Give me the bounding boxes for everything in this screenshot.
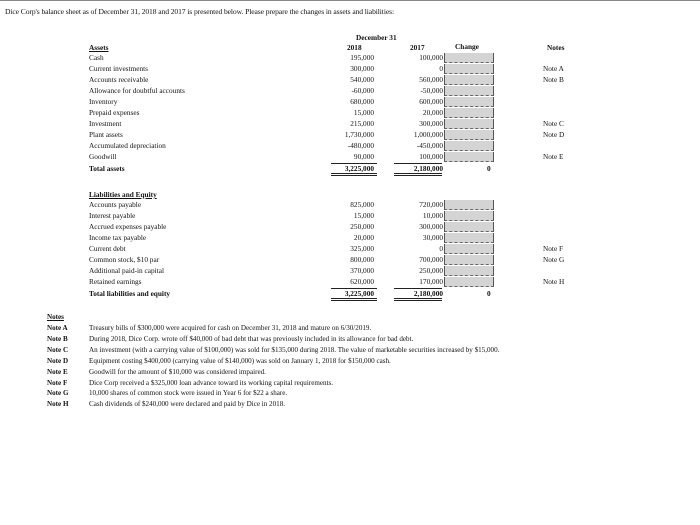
note-label: Note A xyxy=(47,324,68,332)
change-input-cell[interactable] xyxy=(444,255,494,265)
change-input-cell[interactable] xyxy=(444,75,494,85)
row-label: Accumulated depreciation xyxy=(89,141,166,150)
note-text: Dice Corp received a $325,000 loan advance toward its working capital requirements. xyxy=(89,378,334,387)
note-text: Cash dividends of $240,000 were declared and paid by Dice in 2018. xyxy=(89,400,286,409)
note-item xyxy=(47,367,667,378)
liabilities-row xyxy=(0,210,700,221)
row-label: Accrued expenses payable xyxy=(89,222,167,231)
note-item xyxy=(47,399,667,410)
value-2018: 800,000 xyxy=(350,255,374,264)
row-label: Cash xyxy=(89,53,104,62)
total-double-rule xyxy=(394,298,442,301)
note-text: Equipment costing $400,000 (carrying value of $140,000) was sold on January 1, 2018 for $150,000 cash. xyxy=(89,356,391,365)
value-2017: -50,000 xyxy=(420,86,443,95)
total-double-rule xyxy=(331,173,377,176)
note-label: Note H xyxy=(47,400,69,409)
change-input-cell[interactable] xyxy=(444,86,494,96)
note-ref: Note C xyxy=(543,119,564,128)
notes-heading: Notes xyxy=(47,313,64,321)
value-2018: 325,000 xyxy=(350,244,374,253)
row-label: Prepaid expenses xyxy=(89,108,140,117)
change-input-cell[interactable] xyxy=(444,277,494,287)
note-text: Goodwill for the amount of $10,000 was considered impaired. xyxy=(89,367,266,376)
value-2017: 2,180,000 xyxy=(413,164,443,173)
value-2018: -60,000 xyxy=(351,86,374,95)
instructions-text: Dice Corp's balance sheet as of December 31, 2018 and 2017 is presented below. Please prepare the changes in assets and liabilities: xyxy=(5,7,394,16)
col-notes-header: Notes xyxy=(547,43,565,52)
row-label: Inventory xyxy=(89,97,118,106)
row-label: Accounts payable xyxy=(89,200,142,209)
change-input-cell[interactable] xyxy=(444,119,494,129)
value-2017: 300,000 xyxy=(419,222,443,231)
assets-row xyxy=(0,74,700,85)
value-2018: -480,000 xyxy=(347,141,374,150)
row-label: Income tax payable xyxy=(89,233,147,242)
value-2017: 250,000 xyxy=(419,266,443,275)
row-label: Current investments xyxy=(89,64,148,73)
note-item xyxy=(47,345,667,356)
value-2017: 0 xyxy=(439,244,443,253)
note-label: Note E xyxy=(47,367,68,376)
row-label: Goodwill xyxy=(89,152,117,161)
value-2018: 1,730,000 xyxy=(344,130,374,139)
value-2018: 3,225,000 xyxy=(344,164,374,173)
value-2018: 195,000 xyxy=(350,53,374,62)
value-2018: 300,000 xyxy=(350,64,374,73)
col-change-header: Change xyxy=(455,42,479,51)
change-input-cell[interactable] xyxy=(444,108,494,118)
value-2017: 600,000 xyxy=(419,97,443,106)
change-input-cell[interactable] xyxy=(444,141,494,151)
note-label: Note C xyxy=(47,345,69,354)
liabilities-row xyxy=(0,243,700,254)
assets-row xyxy=(0,96,700,107)
note-label: Note D xyxy=(47,356,69,365)
change-input-cell[interactable] xyxy=(444,53,494,63)
change-input-cell[interactable] xyxy=(444,266,494,276)
value-2017: 720,000 xyxy=(419,200,443,209)
note-ref: Note A xyxy=(543,64,564,73)
note-label: Note B xyxy=(47,334,68,343)
col-2018-header: 2018 xyxy=(347,43,362,52)
value-2017: 700,000 xyxy=(419,255,443,264)
value-2017: 300,000 xyxy=(419,119,443,128)
row-label: Retained earnings xyxy=(89,277,142,286)
value-2017: -450,000 xyxy=(416,141,443,150)
top-border xyxy=(0,0,700,1)
value-2018: 3,225,000 xyxy=(344,289,374,298)
value-2018: 370,000 xyxy=(350,266,374,275)
note-item xyxy=(47,356,667,367)
change-input-cell[interactable] xyxy=(444,64,494,74)
value-2017: 0 xyxy=(439,64,443,73)
liabilities-row xyxy=(0,276,700,287)
row-label: Plant assets xyxy=(89,130,123,139)
value-2018: 540,000 xyxy=(350,75,374,84)
value-2017: 1,000,000 xyxy=(413,130,443,139)
liabilities-row xyxy=(0,265,700,276)
total-label: Total assets xyxy=(89,164,125,173)
note-ref: Note H xyxy=(543,277,565,286)
value-2018: 250,000 xyxy=(350,222,374,231)
assets-row xyxy=(0,129,700,140)
liabilities-row xyxy=(0,221,700,232)
change-input-cell[interactable] xyxy=(444,97,494,107)
assets-row xyxy=(0,85,700,96)
liabilities-row xyxy=(0,254,700,265)
change-input-cell[interactable] xyxy=(444,152,494,162)
change-input-cell[interactable] xyxy=(444,222,494,232)
value-2017: 20,000 xyxy=(422,108,443,117)
value-2017: 170,000 xyxy=(419,277,443,286)
row-label: Additional paid-in capital xyxy=(89,266,164,275)
value-2018: 15,000 xyxy=(353,108,374,117)
value-2018: 15,000 xyxy=(353,211,374,220)
note-item xyxy=(47,323,667,334)
assets-row xyxy=(0,151,700,162)
note-item xyxy=(47,378,667,389)
assets-row xyxy=(0,107,700,118)
note-text: 10,000 shares of common stock were issued in Year 6 for $22 a share. xyxy=(89,389,288,398)
total-double-rule xyxy=(331,298,377,301)
period-header: December 31 xyxy=(356,33,397,42)
note-ref: Note B xyxy=(543,75,564,84)
note-item xyxy=(47,388,667,399)
change-input-cell[interactable] xyxy=(444,200,494,210)
liabilities-change-total: 0 xyxy=(487,289,491,298)
assets-change-total: 0 xyxy=(487,164,491,173)
note-item xyxy=(47,334,667,345)
total-label: Total liabilities and equity xyxy=(89,289,171,298)
row-label: Allowance for doubtful accounts xyxy=(89,86,185,95)
row-label: Current debt xyxy=(89,244,126,253)
note-ref: Note G xyxy=(543,255,565,264)
note-ref: Note E xyxy=(543,152,564,161)
row-label: Common stock, $10 par xyxy=(89,255,160,264)
assets-row xyxy=(0,118,700,129)
note-ref: Note F xyxy=(543,244,564,253)
value-2018: 90,000 xyxy=(353,152,374,161)
change-input-cell[interactable] xyxy=(444,130,494,140)
change-input-cell[interactable] xyxy=(444,244,494,254)
change-input-cell[interactable] xyxy=(444,211,494,221)
value-2017: 100,000 xyxy=(419,53,443,62)
value-2018: 620,000 xyxy=(350,277,374,286)
note-text: During 2018, Dice Corp. wrote off $40,000 of bad debt that was previously included in its allowance for bad debt. xyxy=(89,334,414,343)
value-2018: 215,000 xyxy=(350,119,374,128)
value-2018: 20,000 xyxy=(353,233,374,242)
assets-row xyxy=(0,52,700,63)
col-2017-header: 2017 xyxy=(410,43,425,52)
assets-heading: Assets xyxy=(89,43,109,52)
row-label: Interest payable xyxy=(89,211,136,220)
liabilities-row xyxy=(0,199,700,210)
liabilities-heading: Liabilities and Equity xyxy=(89,190,157,199)
value-2017: 2,180,000 xyxy=(413,289,443,298)
assets-row xyxy=(0,63,700,74)
note-text: An investment (with a carrying value of $100,000) was sold for $135,000 during 2018. The value of marketable securities increased by $15,000. xyxy=(89,345,500,354)
value-2017: 10,000 xyxy=(422,211,443,220)
row-label: Investment xyxy=(89,119,122,128)
note-label: Note F xyxy=(47,378,68,387)
value-2018: 825,000 xyxy=(350,200,374,209)
change-input-cell[interactable] xyxy=(444,233,494,243)
liabilities-row xyxy=(0,232,700,243)
assets-row xyxy=(0,140,700,151)
value-2017: 100,000 xyxy=(419,152,443,161)
row-label: Accounts receivable xyxy=(89,75,149,84)
value-2017: 30,000 xyxy=(422,233,443,242)
total-double-rule xyxy=(394,173,442,176)
note-label: Note G xyxy=(47,389,69,398)
note-text: Treasury bills of $300,000 were acquired for cash on December 31, 2018 and mature on 6/30/2019. xyxy=(89,324,372,332)
value-2017: 560,000 xyxy=(419,75,443,84)
note-ref: Note D xyxy=(543,130,565,139)
value-2018: 680,000 xyxy=(350,97,374,106)
